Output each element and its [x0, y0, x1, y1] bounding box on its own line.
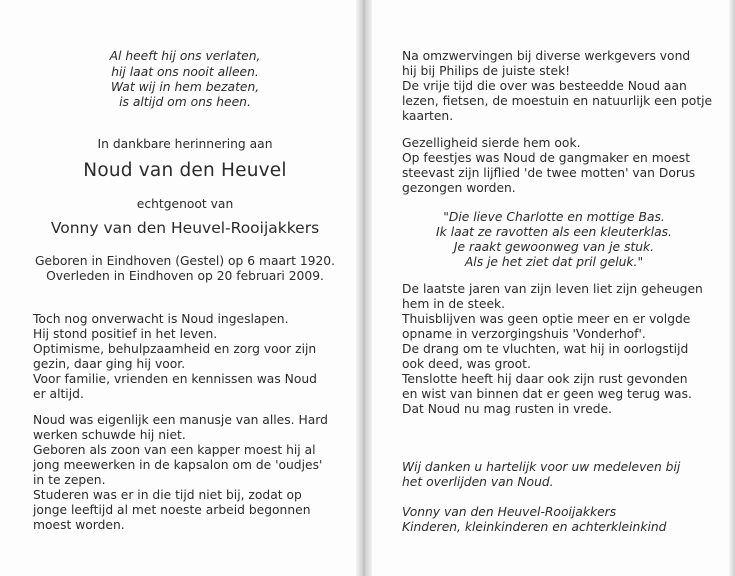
- signature-line: Kinderen, kleinkinderen en achterkleinkind: [402, 520, 667, 534]
- relation-text: echtgenoot van: [136, 197, 234, 211]
- spouse-name: Vonny van den Heuvel-Rooijakkers: [50, 219, 320, 237]
- bio-line: Optimisme, behulpzaamheid en zorg voor zijn: [33, 342, 317, 356]
- bio-line: steevast zijn lijflied 'de twee motten' van Dorus: [402, 166, 696, 180]
- thanks-line: het overlijden van Noud.: [402, 475, 554, 489]
- card-fold: [356, 0, 372, 576]
- song-quote-line: Als je het ziet dat pril geluk.": [464, 255, 644, 269]
- signature-line: Vonny van den Heuvel-Rooijakkers: [402, 505, 617, 519]
- birth-line: Geboren in Eindhoven (Gestel) op 6 maart 1920.: [34, 254, 336, 268]
- thanks-line: Wij danken u hartelijk voor uw medeleven bij: [402, 460, 681, 474]
- card-edge: [729, 0, 735, 576]
- bio-line: gezin, daar ging hij voor.: [33, 357, 186, 371]
- bio-line: gezongen worden.: [402, 181, 516, 195]
- bio-line: lezen, fietsen, de moestuin en natuurlijk een potje: [402, 94, 713, 108]
- death-line: Overleden in Eindhoven op 20 februari 2009.: [46, 269, 324, 283]
- poem-line: hij laat ons nooit alleen.: [111, 65, 259, 79]
- poem-line: is altijd om ons heen.: [119, 95, 251, 109]
- poem-line: Wat wij in hem bezaten,: [110, 80, 260, 94]
- bio-line: Tenslotte heeft hij daar ook zijn rust gevonden: [402, 372, 688, 386]
- bio-line: Dat Noud nu mag rusten in vrede.: [402, 402, 613, 416]
- song-quote-line: Ik laat ze ravotten als een kleuterklas.: [436, 225, 672, 239]
- song-quote-line: "Die lieve Charlotte en mottige Bas.: [443, 210, 665, 224]
- bio-line: Geboren als zoon van een kapper moest hij al: [33, 443, 316, 457]
- bio-line: er altijd.: [33, 387, 84, 401]
- bio-line: Studeren was er in die tijd niet bij, zodat op: [33, 488, 302, 502]
- bio-line: Noud was eigenlijk een manusje van alles. Hard: [33, 413, 328, 427]
- bio-line: De laatste jaren van zijn leven liet zijn geheugen: [402, 282, 703, 296]
- bio-line: werken schuwde hij niet.: [33, 428, 186, 442]
- bio-line: kaarten.: [402, 109, 454, 123]
- bio-line: Op feestjes was Noud de gangmaker en moest: [402, 151, 691, 165]
- deceased-name: Noud van den Heuvel: [83, 160, 287, 181]
- song-quote-line: Je raakt gewoonweg van je stuk.: [453, 240, 655, 254]
- bio-line: hem in de steek.: [402, 297, 506, 311]
- bio-line: De vrije tijd die over was besteedde Noud aan: [402, 79, 687, 93]
- bio-line: jong meewerken in de kapsalon om de 'oudjes': [33, 458, 323, 472]
- bio-line: jonge leeftijd al met noeste arbeid begonnen: [33, 503, 311, 517]
- bio-line: en wist van binnen dat er geen weg terug was.: [402, 387, 692, 401]
- bio-line: Voor familie, vrienden en kennissen was Noud: [33, 372, 317, 386]
- bio-line: moest worden.: [33, 518, 125, 532]
- bio-line: Gezelligheid sierde hem ook.: [402, 136, 581, 150]
- poem-line: Al heeft hij ons verlaten,: [109, 49, 261, 63]
- bio-line: De drang om te vluchten, wat hij in oorlogstijd: [402, 342, 689, 356]
- bio-line: ook deed, was groot.: [402, 357, 531, 371]
- intro-text: In dankbare herinnering aan: [97, 137, 273, 151]
- bio-line: Toch nog onverwacht is Noud ingeslapen.: [33, 312, 289, 326]
- bio-line: Thuisblijven was geen optie meer en er volgde: [402, 312, 691, 326]
- bio-line: opname in verzorgingshuis 'Vonderhof'.: [402, 327, 646, 341]
- bio-line: Na omzwervingen bij diverse werkgevers vond: [402, 49, 691, 63]
- bio-line: Hij stond positief in het leven.: [33, 327, 218, 341]
- bio-line: in te zepen.: [33, 473, 106, 487]
- bio-line: hij bij Philips de juiste stek!: [402, 64, 571, 78]
